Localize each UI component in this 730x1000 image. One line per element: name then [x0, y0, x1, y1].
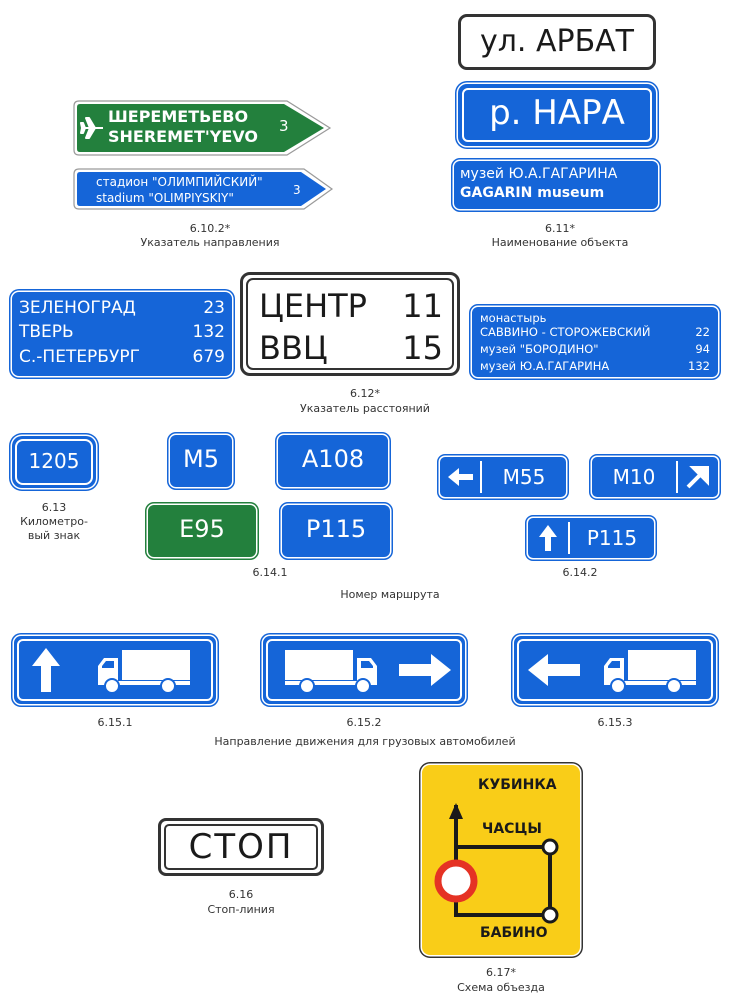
caption-route-number: Номер маршрута	[340, 588, 440, 601]
route-m10-right-sign	[592, 457, 718, 497]
sheremetyevo-ru: ШЕРЕМЕТЬЕВО	[108, 107, 249, 126]
no-entry-icon	[438, 863, 474, 899]
distance-row: музей Ю.А.ГАГАРИНА 132	[480, 359, 710, 373]
distance-row: ВВЦ 15	[259, 329, 443, 367]
stadium-ru: стадион "ОЛИМПИЙСКИЙ"	[96, 175, 263, 189]
route-a108-sign	[278, 435, 388, 487]
route-e95-sign	[148, 505, 256, 557]
caption-6-13-code: 6.13	[41, 501, 67, 514]
truck-icon	[96, 648, 192, 694]
caption-6-16-code: 6.16	[228, 888, 254, 901]
caption-6-15-3: 6.15.3	[597, 716, 633, 729]
monastery-header: монастырь	[480, 311, 547, 325]
arrow-up-right-icon	[678, 457, 718, 497]
distance-row: САВВИНО - СТОРОЖЕВСКИЙ 22	[480, 325, 710, 339]
sheremetyevo-distance: 3	[279, 117, 289, 135]
distance-row: ТВЕРЬ 132	[19, 322, 225, 342]
street-name: ул. АРБАТ	[479, 24, 635, 59]
distance-row: ЗЕЛЕНОГРАД 23	[19, 298, 225, 318]
river-name-sign	[458, 84, 656, 146]
museum-name-sign	[454, 161, 658, 209]
arrow-up-icon	[449, 803, 463, 819]
caption-6-12: Указатель расстояний	[300, 402, 430, 415]
route-a108: A108	[301, 445, 365, 473]
caption-6-11: Наименование объекта	[491, 236, 629, 249]
caption-6-14-2: 6.14.2	[562, 566, 598, 579]
caption-6-10-2: Указатель направления	[140, 236, 280, 249]
kilometer-value: 1205	[28, 449, 80, 473]
arrow-right-icon	[397, 650, 453, 690]
kilometer-sign	[12, 436, 96, 488]
route-p115-sign	[282, 505, 390, 557]
caption-6-11-code: 6.11*	[545, 222, 575, 235]
stop-line-sign	[158, 818, 324, 876]
museum-name-en: GAGARIN museum	[460, 185, 605, 201]
distance-sign-center	[240, 272, 460, 376]
distance-row: музей "БОРОДИНО" 94	[480, 342, 710, 356]
chastsy-label: ЧАСЦЫ	[482, 821, 542, 837]
route-m55-left-sign	[440, 457, 566, 497]
route-m5-sign	[170, 435, 232, 487]
route-m55: M55	[502, 465, 546, 489]
stadium-en: stadium "OLIMPIYSKIY"	[96, 191, 234, 205]
route-m5: M5	[183, 445, 219, 473]
caption-6-17-code: 6.17*	[486, 966, 516, 979]
kubinka-label: КУБИНКА	[478, 777, 557, 793]
airplane-icon	[80, 117, 104, 139]
caption-6-16: Стоп-линия	[207, 903, 275, 916]
caption-6-10-2-code: 6.10.2*	[189, 222, 231, 235]
river-name: р. НАРА	[489, 93, 625, 133]
babino-label: БАБИНО	[480, 925, 548, 941]
truck-direction-sign-1	[14, 636, 216, 704]
caption-6-12-code: 6.12*	[350, 387, 380, 400]
route-p115-2: P115	[586, 526, 638, 550]
caption-6-15-2: 6.15.2	[346, 716, 382, 729]
sheremetyevo-en: SHEREMET'YEVO	[108, 127, 258, 146]
arrow-up-icon	[26, 646, 66, 696]
detour-scheme-sign	[422, 765, 580, 955]
caption-6-17: Схема объезда	[457, 981, 545, 994]
caption-6-14-1: 6.14.1	[252, 566, 288, 579]
distance-row: ЦЕНТР 11	[259, 287, 443, 325]
route-m10: M10	[612, 465, 656, 489]
arrow-left-icon	[440, 457, 480, 497]
route-p115: P115	[305, 515, 367, 543]
distance-sign-right	[472, 307, 718, 377]
distance-sign-left	[12, 292, 232, 376]
museum-name-ru: музей Ю.А.ГАГАРИНА	[460, 166, 618, 182]
stop-text: СТОП	[188, 827, 294, 867]
caption-6-13-line1: Километро-	[20, 515, 88, 528]
caption-6-15-1: 6.15.1	[97, 716, 133, 729]
route-e95: E95	[179, 515, 225, 543]
truck-direction-sign-2	[263, 636, 465, 704]
truck-icon	[602, 648, 698, 694]
caption-6-15: Направление движения для грузовых автомобилей	[214, 735, 516, 748]
route-p115-up-sign	[528, 518, 654, 558]
street-name-sign	[458, 14, 656, 70]
stadium-distance: 3	[293, 183, 301, 197]
arrow-up-icon	[528, 518, 568, 558]
truck-icon	[283, 648, 379, 694]
caption-6-13-line2: вый знак	[27, 529, 81, 542]
truck-direction-sign-3	[514, 636, 716, 704]
arrow-left-icon	[526, 650, 582, 690]
distance-row: С.-ПЕТЕРБУРГ 679	[19, 347, 225, 367]
